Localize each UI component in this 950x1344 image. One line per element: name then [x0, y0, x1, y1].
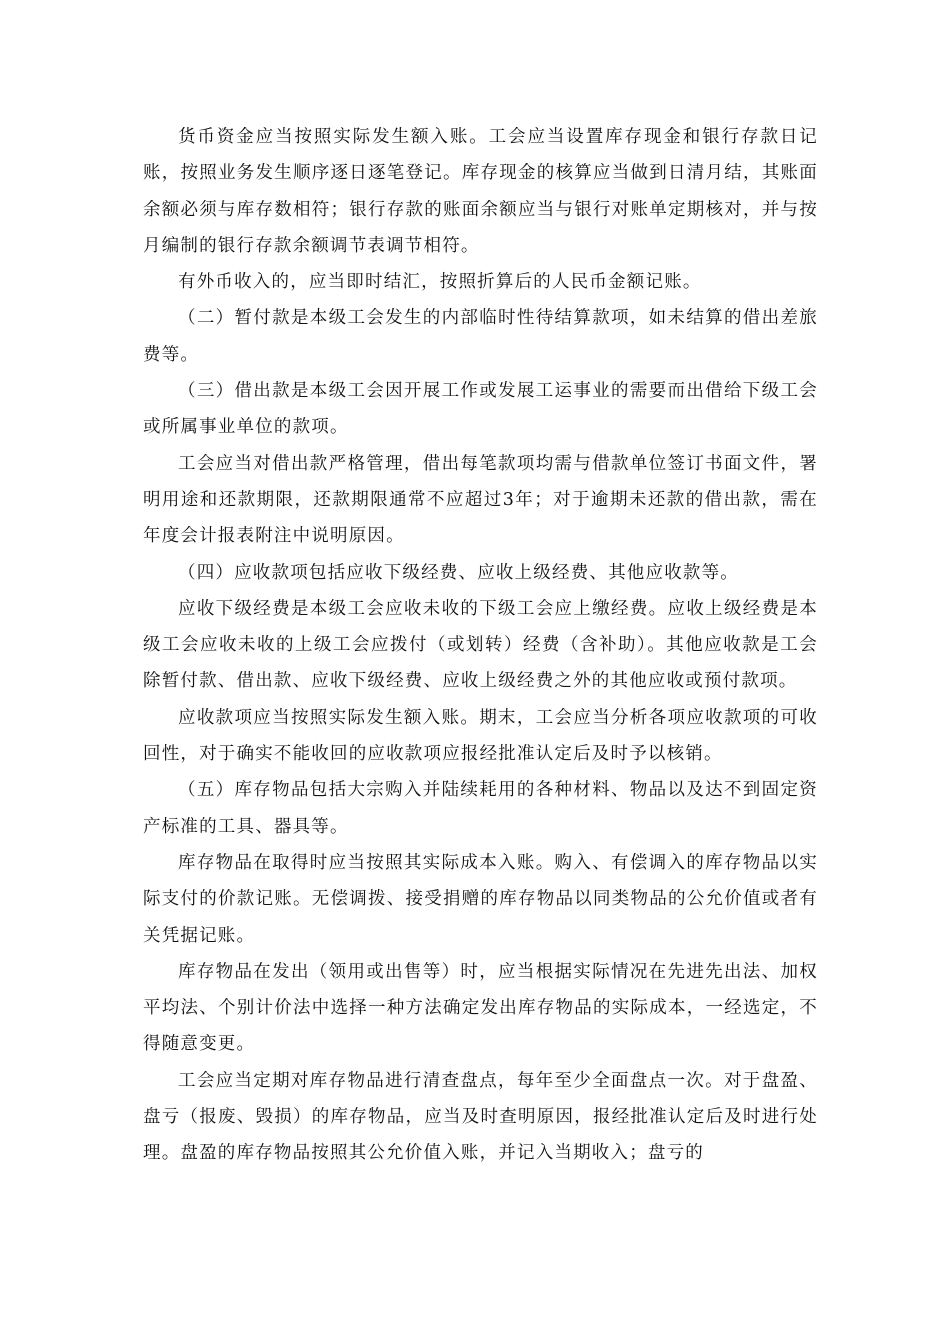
document-body: [143, 119, 818, 1172]
paragraph-temporary-payments: （二）暂付款是本级工会发生的内部临时性待结算款项，如未结算的借出差旅费等。: [143, 308, 818, 365]
paragraph-receivables-accounting: 应收款项应当按照实际发生额入账。期末，工会应当分析各项应收款项的可收回性，对于确实不能收回的应收款项应报经批准认定后及时予以核销。: [143, 707, 818, 765]
paragraph-loans-management: 工会应当对借出款严格管理，借出每笔款项均需与借款单位签订书面文件，署明用途和还款期限，还款期限通常不应超过3年；对于逾期未还款的借出款，需在年度会计报表附注中说明原因。: [143, 453, 818, 547]
paragraph-receivables-definition: （四）应收款项包括应收下级经费、应收上级经费、其他应收款等。: [178, 562, 739, 583]
paragraph-inventory-issuance: 库存物品在发出（领用或出售等）时，应当根据实际情况在先进先出法、加权平均法、个别计价法中选择一种方法确定发出库存物品的实际成本，一经选定，不得随意变更。: [143, 961, 818, 1055]
paragraph-inventory-acquisition: 库存物品在取得时应当按照其实际成本入账。购入、有偿调入的库存物品以实际支付的价款记账。无偿调拨、接受捐赠的库存物品以同类物品的公允价值或者有关凭据记账。: [143, 852, 818, 946]
paragraph-monetary-funds: 货币资金应当按照实际发生额入账。工会应当设置库存现金和银行存款日记账，按照业务发生顺序逐日逐笔登记。库存现金的核算应当做到日清月结，其账面余额必须与库存数相符；银行存款的账面余额应当与银行对账单定期核对，并与按月编制的银行存款余额调节表调节相符。: [143, 127, 818, 256]
paragraph-inventory-definition: （五）库存物品包括大宗购入并陆续耗用的各种材料、物品以及达不到固定资产标准的工具、器具等。: [143, 780, 818, 837]
paragraph-inventory-stocktake: 工会应当定期对库存物品进行清查盘点，每年至少全面盘点一次。对于盘盈、盘亏（报废、毁损）的库存物品，应当及时查明原因，报经批准认定后及时进行处理。盘盈的库存物品按照其公允价值入账，并记入当期收入；盘亏的: [143, 1070, 818, 1164]
paragraph-foreign-currency: 有外币收入的，应当即时结汇，按照折算后的人民币金额记账。: [178, 272, 702, 293]
paragraph-receivables-detail: 应收下级经费是本级工会应收未收的下级工会应上缴经费。应收上级经费是本级工会应收未收的上级工会应拨付（或划转）经费（含补助）。其他应收款是工会除暂付款、借出款、应收下级经费、应收上级经费之外的其他应收或预付款项。: [143, 598, 818, 692]
paragraph-loans-definition: （三）借出款是本级工会因开展工作或发展工运事业的需要而出借给下级工会或所属事业单位的款项。: [143, 381, 818, 438]
